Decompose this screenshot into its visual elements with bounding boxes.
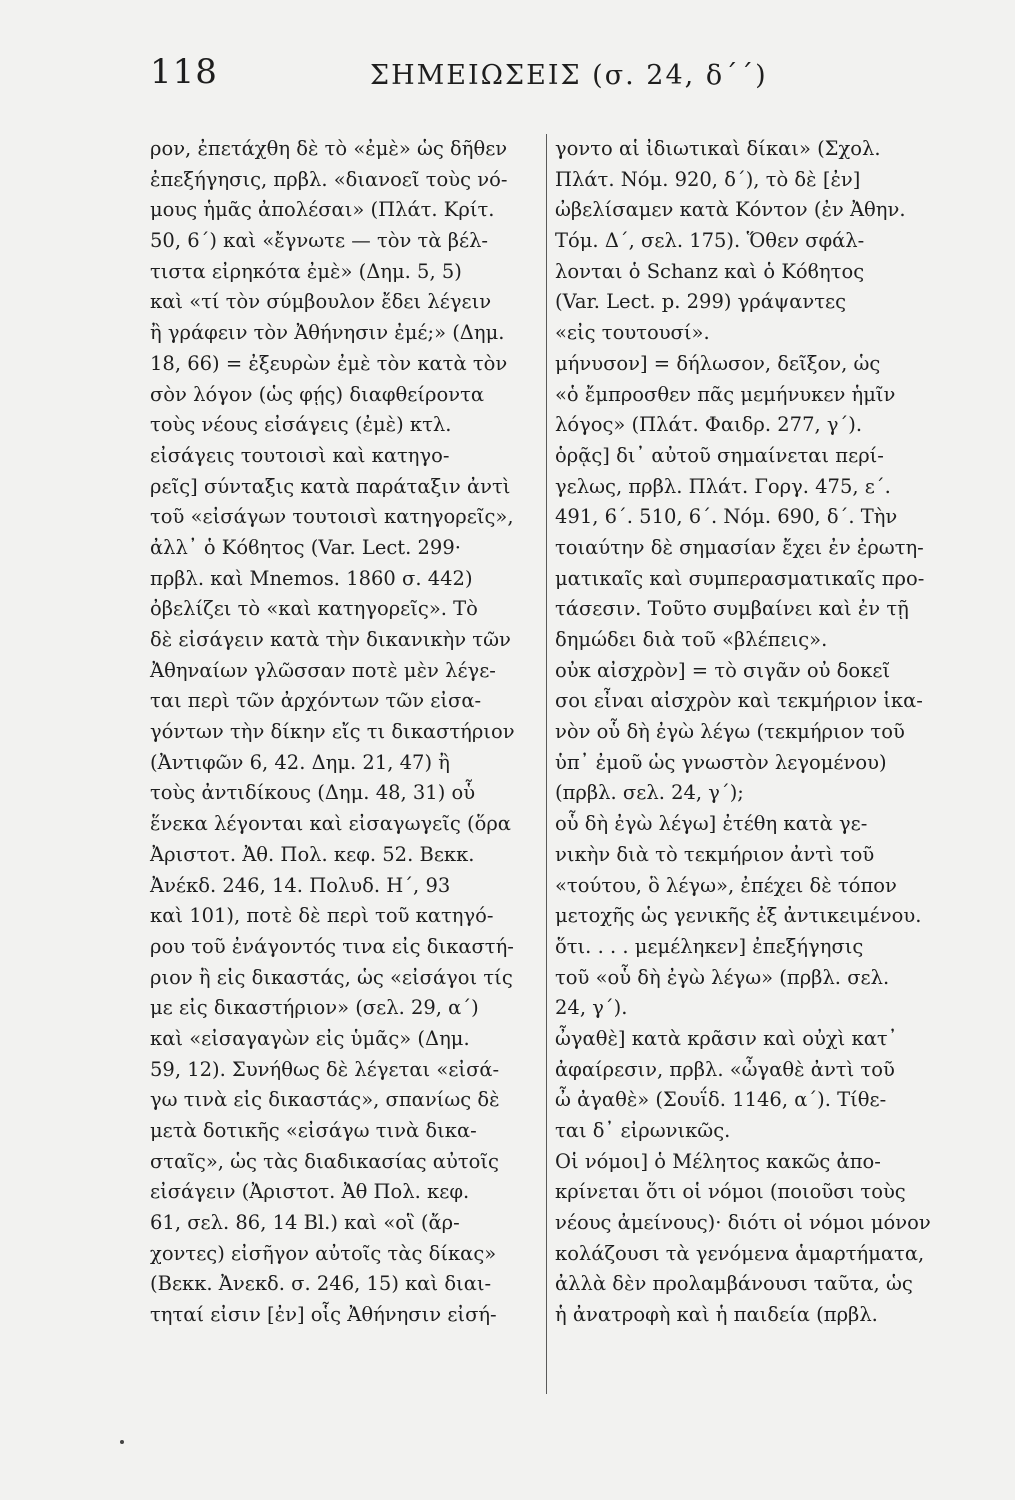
text-line: «εἰς τουτουσί».: [555, 321, 710, 345]
text-line: εἰσάγεις τουτοισὶ καὶ κατηγο-: [150, 443, 450, 467]
running-head: ΣΗΜΕΙΩΣΕΙΣ (σ. 24, δ΄΄): [370, 60, 768, 91]
text-line: ὦ ἀγαθὲ» (Σουΐδ. 1146, α΄). Τίθε-: [555, 1088, 887, 1112]
text-line: λόγος» (Πλάτ. Φαιδρ. 277, γ΄).: [555, 413, 863, 437]
text-line: γόντων τὴν δίκην εἴς τι δικαστήριον: [150, 720, 515, 744]
text-line: ἀλλ᾽ ὁ Κόϐητος (Var. Lect. 299·: [150, 535, 461, 559]
text-line: τάσεσιν. Τοῦτο συμβαίνει καὶ ἐν τῇ: [555, 597, 909, 621]
text-line: τοιαύτην δὲ σημασίαν ἔχει ἐν ἐρωτη-: [555, 535, 924, 559]
text-line: σταῖς», ὡς τὰς διαδικασίας αὐτοῖς: [150, 1149, 499, 1173]
text-line: ρεῖς] σύνταξις κατὰ παράταξιν ἀντὶ: [150, 474, 511, 498]
text-line: Ἀθηναίων γλῶσσαν ποτὲ μὲν λέγε-: [150, 658, 496, 682]
text-line: τοῦ «οὗ δὴ ἐγὼ λέγω» (πρβλ. σελ.: [555, 965, 890, 989]
text-line: καὶ 101), ποτὲ δὲ περὶ τοῦ κατηγό-: [150, 904, 494, 928]
text-line: με εἰς δικαστήριον» (σελ. 29, α΄): [150, 996, 479, 1020]
text-line: μετοχῆς ὡς γενικῆς ἐξ ἀντικειμένου.: [555, 904, 922, 928]
text-line: τοὺς νέους εἰσάγεις (ἐμὲ) κτλ.: [150, 413, 452, 437]
text-line: (Ἀντιφῶν 6, 42. Δημ. 21, 47) ἢ: [150, 750, 450, 774]
text-line: χοντες) εἰσῆγον αὐτοῖς τὰς δίκας»: [150, 1241, 497, 1265]
text-line: μετὰ δοτικῆς «εἰσάγω τινὰ δικα-: [150, 1119, 477, 1142]
text-line: 491, 6΄. 510, 6΄. Νόμ. 690, δ΄. Τὴν: [555, 505, 898, 529]
text-line: τοὺς ἀντιδίκους (Δημ. 48, 31) οὗ: [150, 781, 476, 805]
text-line: 24, γ΄).: [555, 996, 628, 1020]
text-line: γελως, πρβλ. Πλάτ. Γοργ. 475, ε΄.: [555, 474, 891, 498]
text-line: Ἀνέκδ. 246, 14. Πολυδ. Η΄, 93: [150, 873, 451, 897]
text-line: γω τινὰ εἰς δικαστάς», σπανίως δὲ: [150, 1088, 500, 1112]
text-line: ἀλλὰ δὲν προλαμβάνουσι ταῦτα, ὡς: [555, 1272, 913, 1296]
text-line: Πλάτ. Νόμ. 920, δ΄), τὸ δὲ [ἐν]: [555, 167, 861, 191]
text-line: δημώδει διὰ τοῦ «βλέπεις».: [555, 628, 828, 651]
text-line: σὸν λόγον (ὡς φῄς) διαφθείροντα: [150, 382, 485, 406]
text-line: 61, σελ. 86, 14 Bl.) καὶ «οἳ (ἄρ-: [150, 1211, 460, 1235]
text-line: πρβλ. καὶ Mnemos. 1860 σ. 442): [150, 566, 473, 590]
text-line: εἰσάγειν (Ἀριστοτ. Ἀθ Πολ. κεφ.: [150, 1180, 470, 1204]
text-line: ὅτι. . . . μεμέληκεν] ἐπεξήγησις: [555, 934, 864, 958]
text-line: ὠβελίσαμεν κατὰ Κόντον (ἐν Ἀθην.: [555, 198, 906, 222]
text-line: Τόμ. Δ΄, σελ. 175). Ὅθεν σφάλ-: [555, 229, 865, 253]
text-line: οὗ δὴ ἐγὼ λέγω] ἐτέθη κατὰ γε-: [555, 812, 868, 836]
text-line: γοντο αἱ ἰδιωτικαὶ δίκαι» (Σχολ.: [555, 137, 881, 160]
text-line: δὲ εἰσάγειν κατὰ τὴν δικανικὴν τῶν: [150, 628, 511, 651]
text-line: (Var. Lect. p. 299) γράψαντες: [555, 290, 847, 314]
text-line: τιστα εἰρηκότα ἐμὲ» (Δημ. 5, 5): [150, 259, 462, 283]
text-line: ἀφαίρεσιν, πρβλ. «ὦγαθὲ ἀντὶ τοῦ: [555, 1057, 895, 1081]
left-column: [150, 134, 540, 1331]
right-column: [555, 134, 935, 1331]
text-line: σοι εἶναι αἰσχρὸν καὶ τεκμήριον ἱκα-: [555, 689, 923, 713]
column-divider: [546, 134, 547, 1394]
text-line: ὦγαθὲ] κατὰ κρᾶσιν καὶ οὐχὶ κατ᾽: [555, 1026, 898, 1050]
text-line: «ὁ ἔμπροσθεν πᾶς μεμήνυκεν ἡμῖν: [555, 382, 896, 406]
text-line: νὸν οὗ δὴ ἐγὼ λέγω (τεκμήριον τοῦ: [555, 720, 905, 744]
text-line: μήνυσον] = δήλωσον, δεῖξον, ὡς: [555, 351, 881, 375]
text-line: νικὴν διὰ τὸ τεκμήριον ἀντὶ τοῦ: [555, 842, 875, 866]
text-line: (Βεκκ. Ἀνεκδ. σ. 246, 15) καὶ διαι-: [150, 1272, 492, 1296]
text-line: καὶ «εἰσαγαγὼν εἰς ὑμᾶς» (Δημ.: [150, 1026, 470, 1050]
text-line: «τούτου, ὃ λέγω», ἐπέχει δὲ τόπον: [555, 873, 897, 897]
text-line: ἢ γράφειν τὸν Ἀθήνησιν ἐμέ;» (Δημ.: [150, 321, 505, 345]
text-line: λονται ὁ Schanz καὶ ὁ Κόϐητος: [555, 259, 865, 283]
text-line: ριον ἢ εἰς δικαστάς, ὡς «εἰσάγοι τίς: [150, 965, 513, 989]
text-line: κρίνεται ὅτι οἱ νόμοι (ποιοῦσι τοὺς: [555, 1180, 906, 1204]
text-line: ται δ᾽ εἰρωνικῶς.: [555, 1119, 731, 1142]
text-line: ὁρᾷς] δι᾽ αὐτοῦ σημαίνεται περί-: [555, 443, 884, 467]
text-line: (πρβλ. σελ. 24, γ΄);: [555, 781, 744, 805]
text-line: Ἀριστοτ. Ἀθ. Πολ. κεφ. 52. Βεκκ.: [150, 842, 475, 866]
margin-dot: [120, 1440, 124, 1444]
text-line: ματικαῖς καὶ συμπερασματικαῖς προ-: [555, 566, 925, 590]
text-line: νέους ἀμείνους)· διότι οἱ νόμοι μόνον: [555, 1211, 931, 1235]
text-line: ὑπ᾽ ἐμοῦ ὡς γνωστὸν λεγομένου): [555, 750, 887, 774]
text-line: 18, 66) = ἐξευρὼν ἐμὲ τὸν κατὰ τὸν: [150, 351, 508, 375]
text-line: ρου τοῦ ἐνάγοντός τινα εἰς δικαστή-: [150, 934, 514, 958]
text-line: τοῦ «εἰσάγων τουτοισὶ κατηγορεῖς»,: [150, 505, 514, 529]
text-line: οὐκ αἰσχρὸν] = τὸ σιγᾶν οὐ δοκεῖ: [555, 658, 891, 682]
text-line: ἡ ἀνατροφὴ καὶ ἡ παιδεία (πρβλ.: [555, 1303, 878, 1327]
page-number: 118: [150, 52, 218, 92]
text-line: 59, 12). Συνήθως δὲ λέγεται «εἰσά-: [150, 1057, 500, 1081]
text-line: ἕνεκα λέγονται καὶ εἰσαγωγεῖς (ὅρα: [150, 812, 511, 836]
text-line: κολάζουσι τὰ γενόμενα ἁμαρτήματα,: [555, 1241, 925, 1265]
text-line: Οἱ νόμοι] ὁ Μέλητος κακῶς ἀπο-: [555, 1149, 881, 1173]
text-line: μους ἡμᾶς ἀπολέσαι» (Πλάτ. Κρίτ.: [150, 198, 495, 222]
text-line: ται περὶ τῶν ἀρχόντων τῶν εἰσα-: [150, 689, 482, 713]
text-line: καὶ «τί τὸν σύμβουλον ἔδει λέγειν: [150, 290, 492, 314]
text-line: 50, 6΄) καὶ «ἔγνωτε — τὸν τὰ βέλ-: [150, 229, 489, 253]
text-line: ὀβελίζει τὸ «καὶ κατηγορεῖς». Τὸ: [150, 597, 478, 621]
text-line: τηταί εἰσιν [ἐν] οἷς Ἀθήνησιν εἰσή-: [150, 1303, 497, 1327]
text-line: ἐπεξήγησις, πρβλ. «διανοεῖ τοὺς νό-: [150, 167, 508, 191]
text-line: ρον, ἐπετάχθη δὲ τὸ «ἐμὲ» ὡς δῆθεν: [150, 137, 508, 160]
